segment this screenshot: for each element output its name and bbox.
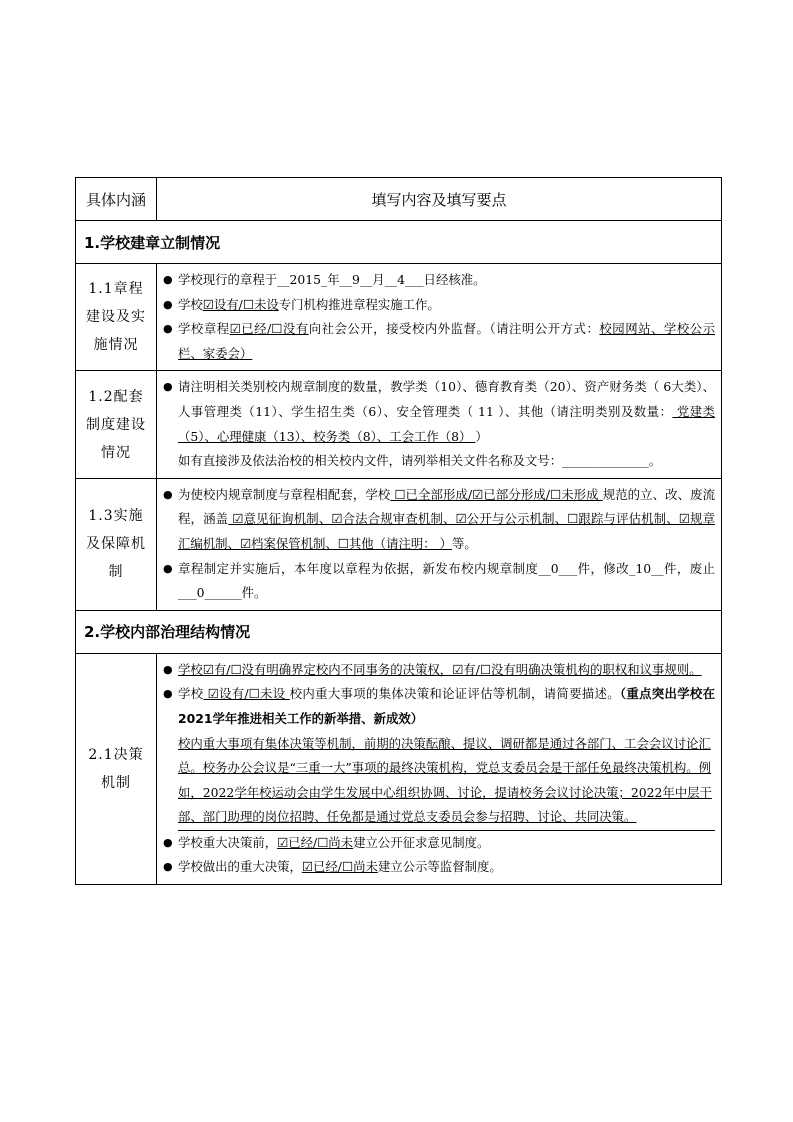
header-col2: 填写内容及填写要点: [157, 178, 722, 221]
section-title-2: 2.学校内部治理结构情况: [76, 610, 722, 653]
header-col1: 具体内涵: [76, 178, 157, 221]
mechanism-checklist: ☑意见征询机制、☑合法合规审查机制、☑公开与公示机制、☐跟踪与评估机制、☑规章汇编机制、☑档案保管机制、☐其他（请注明： ）: [178, 511, 715, 551]
row-1-3: [76, 478, 722, 610]
bullet-icon: ●: [163, 687, 173, 701]
bullet-item: [163, 855, 715, 880]
bullet-item: [163, 557, 715, 606]
bullet-icon: ●: [163, 322, 173, 336]
disclosure-method: 校园网站、学校公示栏、家委会）: [178, 321, 716, 361]
bullet-icon: ●: [163, 835, 173, 849]
text-fragment: 学校章程: [178, 321, 230, 337]
row-content-1-2: [157, 371, 722, 478]
bullet-item: [163, 682, 715, 731]
text-fragment: 建立公开征求意见制度。: [353, 834, 490, 850]
bullet-item: [163, 317, 715, 366]
text-fragment: 学校重大决策前，: [178, 834, 278, 850]
bullet-icon: ●: [163, 273, 173, 286]
section-row-2: [76, 610, 722, 653]
row-content-2-1: [157, 653, 722, 884]
decision-authority-text: 学校☑有/☐没有明确界定校内不同事务的决策权，☑有/☐没有明确决策机构的职权和议事规则。: [178, 661, 702, 677]
checkbox-choice: ☑设有/☐未设: [203, 686, 290, 702]
row-label-1-3: 1.3实施及保障机制: [76, 478, 157, 610]
row-content-1-1: [157, 264, 722, 371]
text-fragment: 学校: [178, 686, 204, 702]
emphasis-note: （重点突出学校在2021学年推进相关工作的新举措、新成效）: [178, 686, 715, 726]
checkbox-choice: ☑已经/☐尚未: [277, 834, 354, 850]
text-fragment: 为使校内规章制度与章程相配套，学校: [178, 486, 391, 502]
bullet-item: [163, 268, 715, 293]
checkbox-choice: ☑已经/☐没有: [229, 321, 309, 337]
governance-table: [75, 177, 722, 885]
row-1-2: [76, 371, 722, 478]
text-fragment: 请注明相关类别校内规章制度的数量，教学类（10）、德育教育类（20）、资产财务类（ 6大类）、人事管理类（11）、学生招生类（6）、安全管理类（ 11 ）、其他（请注明类别及数量：: [178, 379, 715, 419]
section-title-1: 1.学校建章立制情况: [76, 221, 722, 264]
row-label-1-2: 1.2配套制度建设情况: [76, 371, 157, 478]
bullet-icon: ●: [163, 487, 173, 501]
section-row-1: [76, 221, 722, 264]
bullet-item: [163, 658, 715, 683]
bullet-icon: ●: [163, 860, 173, 874]
bullet-icon: ●: [163, 561, 173, 575]
text-fragment: 建立公示等监督制度。: [377, 859, 502, 875]
decision-description: 校内重大事项有集体决策等机制，前期的决策酝酿、提议、调研都是通过各部门、工会会议讨论汇总。校务办公会议是“三重一大”事项的最终决策机构，党总支委员会是干部任免最终决策机构。例如，2022学年校运动会由学生发展中心组织协调、讨论，提请校务会议讨论决策；2022年中层干部、部门助理的岗位招聘、任免都是通过党总支委员会参与招聘、讨论、共同决策。: [178, 735, 712, 825]
checkbox-choice: ☑已经/☐尚未: [301, 859, 378, 875]
checkbox-choice: ☑设有/☐未设: [202, 296, 279, 312]
table-header-row: [76, 178, 722, 221]
text-fragment: 向社会公开，接受校内外监督。（请注明公开方式：: [308, 321, 600, 337]
row-2-1: [76, 653, 722, 884]
row-1-1: [76, 264, 722, 371]
text-fragment: 校内重大事项的集体决策和论证评估等机制，请简要描述。: [289, 686, 620, 702]
row-content-1-3: [157, 478, 722, 610]
text-fragment: 学校: [178, 296, 203, 312]
document-table-wrapper: [75, 177, 722, 885]
checkbox-choice: ☐已全部形成/☑已部分形成/☐未形成: [390, 486, 603, 502]
bullet-icon: ●: [163, 380, 173, 394]
text-fragment: 专门机构推进章程实施工作。: [278, 296, 440, 312]
charter-approval-text: 学校现行的章程于__2015_年__9__月__4___日经核准。: [178, 272, 486, 287]
text-fragment: ）: [475, 428, 488, 444]
text-fragment: 学校做出的重大决策，: [178, 859, 302, 875]
row-label-2-1: 2.1决策机制: [76, 653, 157, 884]
regulation-count-text: 章程制定并实施后，本年度以章程为依据，新发布校内规章制度__0___件，修改_10__件，废止___0______件。: [178, 560, 715, 601]
bullet-icon: ●: [163, 297, 173, 311]
text-fragment: 规范的立、改、废流程，涵盖: [178, 486, 716, 527]
bullet-item: [163, 483, 715, 557]
related-files-text: 如有直接涉及依法治校的相关校内文件，请列举相关文件名称及文号：______________。: [178, 453, 662, 469]
bullet-item: [163, 375, 715, 449]
bullet-icon: ●: [163, 662, 173, 676]
other-categories: 党建类（5）、心理健康（13）、校务类（8）、工会工作（8）: [178, 403, 715, 444]
bullet-item: [163, 831, 715, 856]
text-fragment: 等。: [451, 535, 477, 551]
row-label-1-1: 1.1章程建设及实施情况: [76, 264, 157, 371]
bullet-item: [163, 293, 715, 318]
